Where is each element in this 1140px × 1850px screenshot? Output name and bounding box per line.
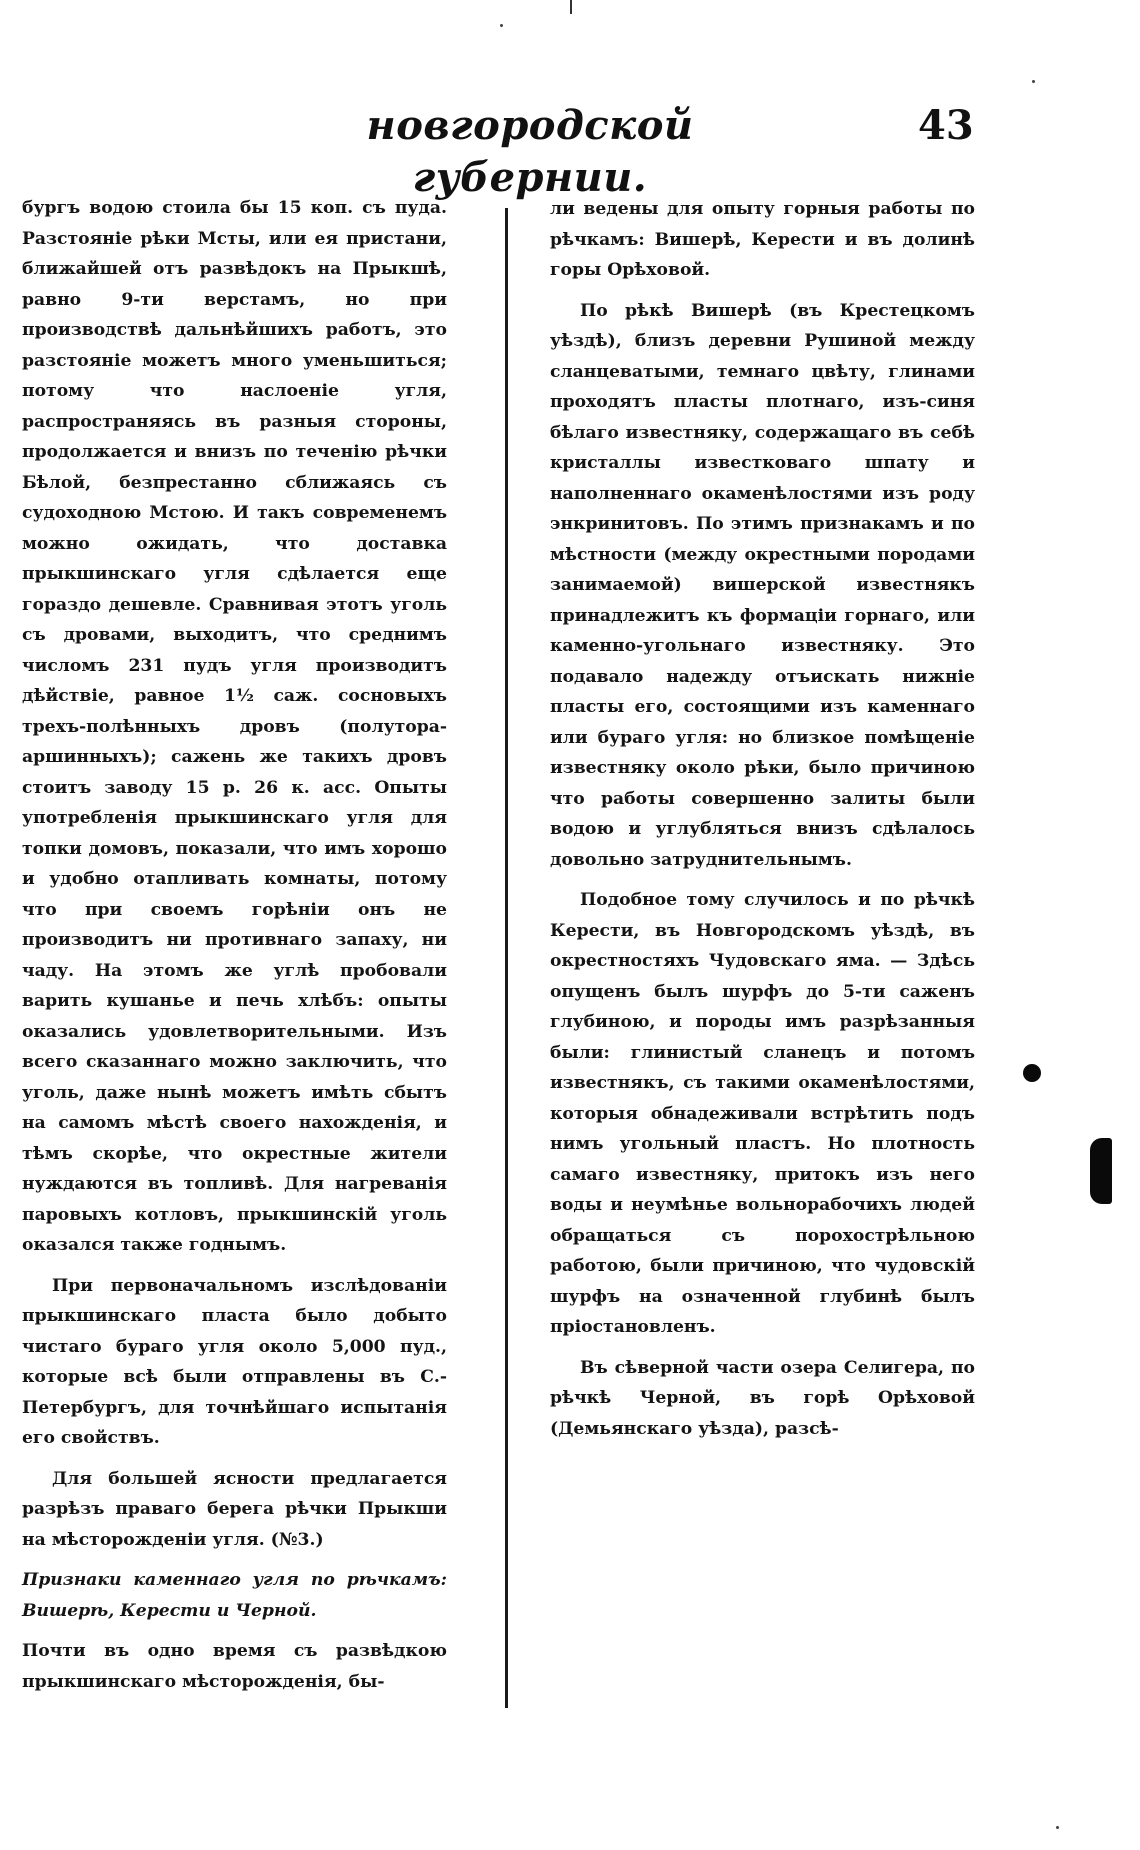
column-divider [505, 208, 508, 1708]
scan-artifact-tick [570, 0, 572, 14]
left-paragraph-1: бургъ водою стоила бы 15 коп. съ пуда. Разстояніе рѣки Мсты, или ея пристани, ближайшей отъ развѣдокъ на Прыкшѣ, равно 9-ти верстамъ, но при производствѣ дальнѣйшихъ работъ, это разстояніе можетъ много уменьшиться; потому что наслоеніе угля, распространяясь въ разныя стороны, продолжается и внизъ по теченію рѣчки Бѣлой, безпрестанно сближаясь съ судоходною Мстою. И такъ современемъ можно ожидать, что доставка прыкшинскаго угля сдѣлается еще гораздо дешевле. Сравнивая этотъ уголь съ дровами, выходитъ, что среднимъ числомъ 231 пудъ угля производитъ дѣйствіе, равное 1½ саж. сосновыхъ трехъ-полѣнныхъ дровъ (полутора-аршинныхъ); сажень же такихъ дровъ стоитъ заводу 15 р. 26 к. асс. Опыты употребленія прыкшинскаго угля для топки домовъ, показали, что имъ хорошо и удобно отапливать комнаты, потому что при своемъ горѣніи онъ не производитъ ни противнаго запаху, ни чаду. На этомъ же углѣ пробовали варить кушанье и печь хлѣбъ: опыты оказались удовлетворительными. Изъ всего сказаннаго можно заключить, что уголь, даже нынѣ можетъ имѣть сбытъ на самомъ мѣстѣ своего нахожденія, и тѣмъ скорѣе, что окрестные жители нуждаются въ топливѣ. Для нагреванія паровыхъ котловъ, прыкшинскій уголь оказался также годнымъ. [22, 198, 447, 1255]
left-paragraph-4: Почти въ одно время съ развѣдкою прыкшинскаго мѣсторожденія, бы- [22, 1641, 447, 1692]
page-number: 43 [918, 102, 974, 149]
left-paragraph-3: Для большей ясности предлагается разрѣзъ праваго берега рѣчки Прыкши на мѣсторожденіи угля. (№3.) [22, 1468, 447, 1550]
scan-speck [1032, 80, 1035, 83]
scan-speck [1056, 1826, 1059, 1829]
ink-blot-edge [1090, 1138, 1112, 1204]
right-paragraph-2: По рѣкѣ Вишерѣ (въ Крестецкомъ уѣздѣ), близъ деревни Рушиной между сланцеватыми, темнаго цвѣту, глинами проходятъ пласты плотнаго, изъ-синя бѣлаго известняку, содержащаго въ себѣ кристаллы известковаго шпату и наполненнаго окаменѣлостями изъ роду энкринитовъ. По этимъ признакамъ и по мѣстности (между окрестными породами занимаемой) вишерской известнякъ принадлежитъ къ формаціи горнаго, или каменно-угольнаго известняку. Это подавало надежду отъискать нижніе пласты его, состоящими изъ каменнаго или бураго угля: но близкое помѣщеніе известняку около рѣки, было причиною что работы совершенно залиты были водою и углубляться внизъ сдѣлалось довольно затруднительнымъ. [550, 300, 975, 870]
right-column [550, 194, 975, 1454]
left-paragraph-2: При первоначальномъ изслѣдованіи прыкшинскаго пласта было добыто чистаго бураго угля около 5,000 пуд., которые всѣ были отправлены въ С.-Петербургъ, для точнѣйшаго испытанія его свойствъ. [22, 1275, 447, 1448]
right-paragraph-3: Подобное тому случилось и по рѣчкѣ Керести, въ Новгородскомъ уѣздѣ, въ окрестностяхъ Чудовскаго яма. — Здѣсь опущенъ былъ шурфъ до 5-ти саженъ глубиною, и породы имъ разрѣзанныя были: глинистый сланецъ и потомъ известнякъ, съ такими окаменѣлостями, которыя обнадеживали встрѣтить подъ нимъ угольный пластъ. Но плотность самаго известняку, притокъ изъ него воды и неумѣнье вольнорабочихъ людей обращаться съ порохострѣльною работою, были причиною, что чудовскій шурфъ на означенной глубинѣ былъ пріостановленъ. [550, 890, 975, 1337]
running-header-title: новгородской губернии. [366, 102, 694, 201]
right-paragraph-1: ли ведены для опыту горныя работы по рѣчкамъ: Вишерѣ, Керести и въ долинѣ горы Орѣховой. [550, 199, 975, 280]
left-section-heading: Признаки каменнаго угля по рѣчкамъ: Вишерѣ, Керести и Черной. [22, 1570, 447, 1621]
left-column [22, 193, 447, 1707]
ink-blot-dot [1023, 1064, 1041, 1082]
right-paragraph-4: Въ сѣверной части озера Селигера, по рѣчкѣ Черной, въ горѣ Орѣховой (Демьянскаго уѣзда), разсѣ- [550, 1357, 975, 1439]
scan-speck [500, 24, 503, 27]
